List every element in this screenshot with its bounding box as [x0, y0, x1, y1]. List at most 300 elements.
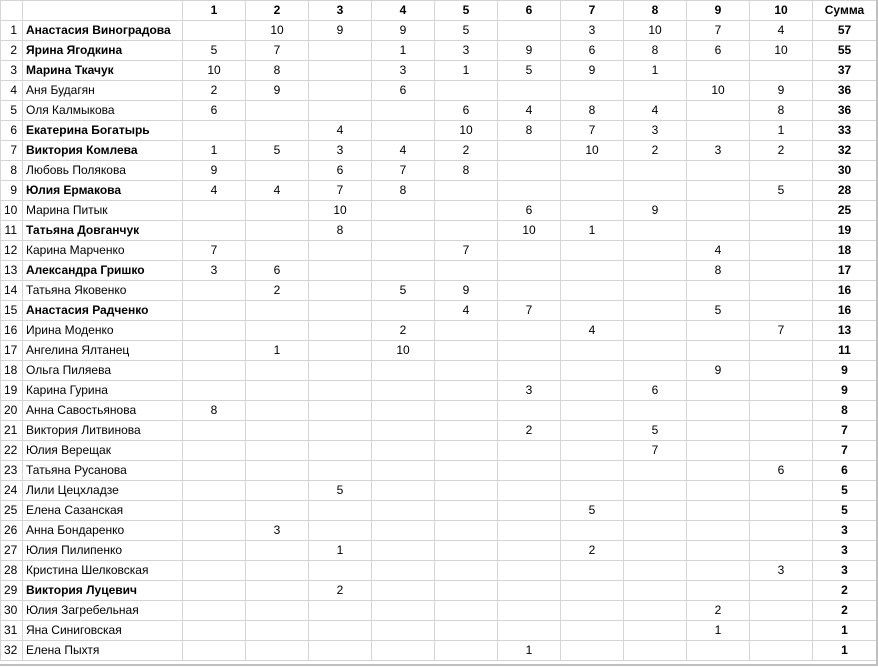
score-cell-round-10[interactable]: [750, 621, 813, 641]
row-number-cell[interactable]: 17: [1, 341, 23, 361]
score-cell-round-10[interactable]: 8: [750, 101, 813, 121]
score-cell-round-1[interactable]: [183, 201, 246, 221]
score-cell-round-5[interactable]: [435, 181, 498, 201]
total-score-cell[interactable]: 32: [813, 141, 877, 161]
total-score-cell[interactable]: 3: [813, 561, 877, 581]
score-cell-round-7[interactable]: 7: [561, 121, 624, 141]
score-cell-round-5[interactable]: 6: [435, 101, 498, 121]
score-cell-round-7[interactable]: 6: [561, 41, 624, 61]
score-cell-round-3[interactable]: [309, 341, 372, 361]
score-cell-round-8[interactable]: [624, 641, 687, 661]
header-round-8[interactable]: 8: [624, 1, 687, 21]
total-score-cell[interactable]: 3: [813, 541, 877, 561]
total-score-cell[interactable]: 25: [813, 201, 877, 221]
score-cell-round-8[interactable]: [624, 561, 687, 581]
score-cell-round-3[interactable]: 8: [309, 221, 372, 241]
score-cell-round-8[interactable]: 7: [624, 441, 687, 461]
score-cell-round-10[interactable]: [750, 641, 813, 661]
header-round-7[interactable]: 7: [561, 1, 624, 21]
score-cell-round-6[interactable]: [498, 141, 561, 161]
score-cell-round-2[interactable]: [246, 361, 309, 381]
score-cell-round-2[interactable]: 3: [246, 521, 309, 541]
score-cell-round-8[interactable]: [624, 81, 687, 101]
score-cell-round-3[interactable]: [309, 41, 372, 61]
score-cell-round-2[interactable]: [246, 481, 309, 501]
score-cell-round-5[interactable]: [435, 561, 498, 581]
participant-name-cell[interactable]: Марина Питык: [23, 201, 183, 221]
score-cell-round-5[interactable]: 5: [435, 21, 498, 41]
score-cell-round-1[interactable]: 1: [183, 141, 246, 161]
score-cell-round-4[interactable]: 3: [372, 61, 435, 81]
score-cell-round-1[interactable]: [183, 561, 246, 581]
score-cell-round-10[interactable]: 10: [750, 41, 813, 61]
score-cell-round-9[interactable]: [687, 441, 750, 461]
score-cell-round-9[interactable]: [687, 101, 750, 121]
header-round-3[interactable]: 3: [309, 1, 372, 21]
participant-name-cell[interactable]: Татьяна Яковенко: [23, 281, 183, 301]
participant-name-cell[interactable]: Ирина Моденко: [23, 321, 183, 341]
score-cell-round-9[interactable]: 10: [687, 81, 750, 101]
total-score-cell[interactable]: 7: [813, 421, 877, 441]
score-cell-round-3[interactable]: 4: [309, 121, 372, 141]
score-cell-round-7[interactable]: [561, 561, 624, 581]
score-cell-round-2[interactable]: 10: [246, 21, 309, 41]
participant-name-cell[interactable]: Александра Гришко: [23, 261, 183, 281]
total-score-cell[interactable]: 6: [813, 461, 877, 481]
total-score-cell[interactable]: 17: [813, 261, 877, 281]
total-score-cell[interactable]: 11: [813, 341, 877, 361]
score-cell-round-8[interactable]: [624, 541, 687, 561]
score-cell-round-3[interactable]: [309, 381, 372, 401]
total-score-cell[interactable]: 2: [813, 581, 877, 601]
score-cell-round-3[interactable]: [309, 401, 372, 421]
score-cell-round-5[interactable]: [435, 441, 498, 461]
score-cell-round-10[interactable]: [750, 421, 813, 441]
score-cell-round-8[interactable]: [624, 341, 687, 361]
row-number-cell[interactable]: 28: [1, 561, 23, 581]
score-cell-round-7[interactable]: 4: [561, 321, 624, 341]
score-cell-round-9[interactable]: [687, 121, 750, 141]
participant-name-cell[interactable]: Лили Цецхладзе: [23, 481, 183, 501]
row-number-cell[interactable]: 23: [1, 461, 23, 481]
score-cell-round-2[interactable]: [246, 581, 309, 601]
row-number-cell[interactable]: 22: [1, 441, 23, 461]
score-cell-round-6[interactable]: 5: [498, 61, 561, 81]
score-cell-round-3[interactable]: [309, 501, 372, 521]
score-cell-round-2[interactable]: [246, 601, 309, 621]
score-cell-round-7[interactable]: [561, 181, 624, 201]
row-number-cell[interactable]: 15: [1, 301, 23, 321]
row-number-cell[interactable]: 4: [1, 81, 23, 101]
score-cell-round-8[interactable]: [624, 261, 687, 281]
participant-name-cell[interactable]: Анна Бондаренко: [23, 521, 183, 541]
score-cell-round-1[interactable]: 10: [183, 61, 246, 81]
score-cell-round-4[interactable]: [372, 461, 435, 481]
score-cell-round-8[interactable]: 5: [624, 421, 687, 441]
score-cell-round-4[interactable]: [372, 481, 435, 501]
total-score-cell[interactable]: 18: [813, 241, 877, 261]
score-cell-round-4[interactable]: [372, 561, 435, 581]
score-cell-round-3[interactable]: 5: [309, 481, 372, 501]
score-cell-round-10[interactable]: [750, 441, 813, 461]
total-score-cell[interactable]: 7: [813, 441, 877, 461]
score-cell-round-7[interactable]: 1: [561, 221, 624, 241]
score-cell-round-10[interactable]: [750, 221, 813, 241]
participant-name-cell[interactable]: Юлия Верещак: [23, 441, 183, 461]
score-cell-round-1[interactable]: [183, 641, 246, 661]
row-number-cell[interactable]: 6: [1, 121, 23, 141]
score-cell-round-9[interactable]: 5: [687, 301, 750, 321]
score-cell-round-9[interactable]: [687, 461, 750, 481]
score-cell-round-3[interactable]: [309, 81, 372, 101]
score-cell-round-4[interactable]: [372, 221, 435, 241]
score-cell-round-4[interactable]: 2: [372, 321, 435, 341]
row-number-cell[interactable]: 13: [1, 261, 23, 281]
score-cell-round-2[interactable]: [246, 201, 309, 221]
score-cell-round-6[interactable]: 6: [498, 201, 561, 221]
score-cell-round-10[interactable]: 1: [750, 121, 813, 141]
header-round-9[interactable]: 9: [687, 1, 750, 21]
score-cell-round-6[interactable]: [498, 481, 561, 501]
score-cell-round-3[interactable]: [309, 441, 372, 461]
score-cell-round-5[interactable]: [435, 421, 498, 441]
score-cell-round-7[interactable]: 10: [561, 141, 624, 161]
score-cell-round-6[interactable]: [498, 21, 561, 41]
score-cell-round-8[interactable]: 6: [624, 381, 687, 401]
score-cell-round-7[interactable]: [561, 581, 624, 601]
row-number-cell[interactable]: 26: [1, 521, 23, 541]
score-cell-round-5[interactable]: 1: [435, 61, 498, 81]
score-cell-round-1[interactable]: [183, 461, 246, 481]
score-cell-round-2[interactable]: [246, 501, 309, 521]
header-name-cell[interactable]: [23, 1, 183, 21]
header-round-1[interactable]: 1: [183, 1, 246, 21]
score-cell-round-10[interactable]: 7: [750, 321, 813, 341]
score-cell-round-10[interactable]: 2: [750, 141, 813, 161]
score-cell-round-9[interactable]: [687, 541, 750, 561]
row-number-cell[interactable]: 11: [1, 221, 23, 241]
score-cell-round-5[interactable]: [435, 381, 498, 401]
score-cell-round-3[interactable]: 6: [309, 161, 372, 181]
score-cell-round-4[interactable]: [372, 421, 435, 441]
score-cell-round-5[interactable]: 4: [435, 301, 498, 321]
total-score-cell[interactable]: 9: [813, 381, 877, 401]
score-cell-round-1[interactable]: [183, 501, 246, 521]
total-score-cell[interactable]: 19: [813, 221, 877, 241]
total-score-cell[interactable]: 16: [813, 281, 877, 301]
score-cell-round-9[interactable]: [687, 521, 750, 541]
total-score-cell[interactable]: 36: [813, 101, 877, 121]
row-number-cell[interactable]: 12: [1, 241, 23, 261]
score-cell-round-4[interactable]: 10: [372, 341, 435, 361]
score-cell-round-6[interactable]: [498, 341, 561, 361]
score-cell-round-3[interactable]: [309, 301, 372, 321]
score-cell-round-8[interactable]: [624, 241, 687, 261]
score-cell-round-1[interactable]: [183, 601, 246, 621]
row-number-cell[interactable]: 2: [1, 41, 23, 61]
row-number-cell[interactable]: 21: [1, 421, 23, 441]
score-cell-round-3[interactable]: 10: [309, 201, 372, 221]
score-cell-round-3[interactable]: [309, 101, 372, 121]
score-cell-round-2[interactable]: 7: [246, 41, 309, 61]
score-cell-round-3[interactable]: [309, 421, 372, 441]
score-cell-round-6[interactable]: [498, 81, 561, 101]
score-cell-round-5[interactable]: 9: [435, 281, 498, 301]
score-cell-round-9[interactable]: [687, 501, 750, 521]
score-cell-round-8[interactable]: [624, 401, 687, 421]
score-cell-round-8[interactable]: [624, 361, 687, 381]
score-cell-round-2[interactable]: [246, 101, 309, 121]
score-cell-round-6[interactable]: [498, 361, 561, 381]
total-score-cell[interactable]: 33: [813, 121, 877, 141]
total-score-cell[interactable]: 3: [813, 521, 877, 541]
row-number-cell[interactable]: 3: [1, 61, 23, 81]
score-cell-round-9[interactable]: [687, 481, 750, 501]
score-cell-round-10[interactable]: [750, 301, 813, 321]
score-cell-round-3[interactable]: [309, 361, 372, 381]
score-cell-round-7[interactable]: [561, 401, 624, 421]
score-cell-round-8[interactable]: [624, 301, 687, 321]
score-cell-round-4[interactable]: [372, 301, 435, 321]
score-cell-round-10[interactable]: [750, 521, 813, 541]
row-number-cell[interactable]: 19: [1, 381, 23, 401]
score-cell-round-4[interactable]: 1: [372, 41, 435, 61]
row-number-cell[interactable]: 29: [1, 581, 23, 601]
total-score-cell[interactable]: 30: [813, 161, 877, 181]
score-cell-round-10[interactable]: 3: [750, 561, 813, 581]
total-score-cell[interactable]: 57: [813, 21, 877, 41]
score-cell-round-2[interactable]: [246, 461, 309, 481]
score-cell-round-9[interactable]: [687, 561, 750, 581]
score-cell-round-4[interactable]: 6: [372, 81, 435, 101]
score-cell-round-8[interactable]: [624, 621, 687, 641]
score-cell-round-4[interactable]: 4: [372, 141, 435, 161]
score-cell-round-4[interactable]: [372, 121, 435, 141]
score-cell-round-10[interactable]: [750, 341, 813, 361]
score-cell-round-10[interactable]: [750, 361, 813, 381]
score-cell-round-10[interactable]: [750, 161, 813, 181]
total-score-cell[interactable]: 5: [813, 481, 877, 501]
score-cell-round-10[interactable]: [750, 601, 813, 621]
participant-name-cell[interactable]: Екатерина Богатырь: [23, 121, 183, 141]
score-cell-round-2[interactable]: [246, 541, 309, 561]
score-cell-round-2[interactable]: 1: [246, 341, 309, 361]
score-cell-round-6[interactable]: [498, 521, 561, 541]
score-cell-round-2[interactable]: 9: [246, 81, 309, 101]
score-cell-round-1[interactable]: 7: [183, 241, 246, 261]
score-cell-round-1[interactable]: [183, 581, 246, 601]
header-round-2[interactable]: 2: [246, 1, 309, 21]
score-cell-round-7[interactable]: [561, 261, 624, 281]
score-cell-round-9[interactable]: 3: [687, 141, 750, 161]
score-cell-round-4[interactable]: [372, 621, 435, 641]
total-score-cell[interactable]: 1: [813, 641, 877, 661]
score-cell-round-3[interactable]: 1: [309, 541, 372, 561]
score-cell-round-8[interactable]: [624, 281, 687, 301]
score-cell-round-5[interactable]: [435, 341, 498, 361]
score-cell-round-2[interactable]: [246, 121, 309, 141]
score-cell-round-2[interactable]: [246, 421, 309, 441]
score-cell-round-7[interactable]: 2: [561, 541, 624, 561]
score-cell-round-6[interactable]: [498, 181, 561, 201]
score-cell-round-7[interactable]: 8: [561, 101, 624, 121]
score-cell-round-6[interactable]: [498, 241, 561, 261]
participant-name-cell[interactable]: Ярина Ягодкина: [23, 41, 183, 61]
row-number-cell[interactable]: 18: [1, 361, 23, 381]
participant-name-cell[interactable]: Татьяна Русанова: [23, 461, 183, 481]
score-cell-round-1[interactable]: 4: [183, 181, 246, 201]
participant-name-cell[interactable]: Юлия Ермакова: [23, 181, 183, 201]
score-cell-round-8[interactable]: [624, 321, 687, 341]
score-cell-round-9[interactable]: [687, 581, 750, 601]
score-cell-round-5[interactable]: [435, 521, 498, 541]
score-cell-round-5[interactable]: 3: [435, 41, 498, 61]
score-cell-round-1[interactable]: [183, 541, 246, 561]
score-cell-round-6[interactable]: 1: [498, 641, 561, 661]
score-cell-round-4[interactable]: [372, 501, 435, 521]
row-number-cell[interactable]: 16: [1, 321, 23, 341]
score-cell-round-5[interactable]: [435, 581, 498, 601]
score-cell-round-9[interactable]: 6: [687, 41, 750, 61]
score-cell-round-5[interactable]: [435, 501, 498, 521]
participant-name-cell[interactable]: Яна Синиговская: [23, 621, 183, 641]
score-cell-round-8[interactable]: 3: [624, 121, 687, 141]
score-cell-round-10[interactable]: [750, 261, 813, 281]
score-cell-round-2[interactable]: [246, 401, 309, 421]
score-cell-round-4[interactable]: [372, 261, 435, 281]
score-cell-round-8[interactable]: [624, 581, 687, 601]
score-cell-round-5[interactable]: [435, 81, 498, 101]
score-cell-round-3[interactable]: 3: [309, 141, 372, 161]
score-cell-round-6[interactable]: 8: [498, 121, 561, 141]
score-cell-round-7[interactable]: [561, 461, 624, 481]
participant-name-cell[interactable]: Юлия Пилипенко: [23, 541, 183, 561]
score-cell-round-1[interactable]: 8: [183, 401, 246, 421]
header-corner-cell[interactable]: [1, 1, 23, 21]
score-cell-round-8[interactable]: [624, 481, 687, 501]
score-cell-round-6[interactable]: [498, 501, 561, 521]
participant-name-cell[interactable]: Карина Гурина: [23, 381, 183, 401]
score-cell-round-10[interactable]: 4: [750, 21, 813, 41]
score-cell-round-10[interactable]: [750, 281, 813, 301]
score-cell-round-7[interactable]: [561, 481, 624, 501]
score-cell-round-7[interactable]: [561, 301, 624, 321]
score-cell-round-7[interactable]: 3: [561, 21, 624, 41]
score-cell-round-7[interactable]: 9: [561, 61, 624, 81]
score-cell-round-3[interactable]: 7: [309, 181, 372, 201]
participant-name-cell[interactable]: Кристина Шелковская: [23, 561, 183, 581]
total-score-cell[interactable]: 8: [813, 401, 877, 421]
score-cell-round-4[interactable]: [372, 641, 435, 661]
score-cell-round-5[interactable]: [435, 641, 498, 661]
score-cell-round-10[interactable]: [750, 481, 813, 501]
score-cell-round-9[interactable]: 8: [687, 261, 750, 281]
score-cell-round-5[interactable]: 2: [435, 141, 498, 161]
score-cell-round-7[interactable]: [561, 641, 624, 661]
score-cell-round-3[interactable]: 9: [309, 21, 372, 41]
score-cell-round-6[interactable]: 10: [498, 221, 561, 241]
score-cell-round-5[interactable]: [435, 601, 498, 621]
row-number-cell[interactable]: 20: [1, 401, 23, 421]
score-cell-round-8[interactable]: [624, 501, 687, 521]
score-cell-round-4[interactable]: [372, 201, 435, 221]
participant-name-cell[interactable]: Марина Ткачук: [23, 61, 183, 81]
score-cell-round-7[interactable]: [561, 281, 624, 301]
score-cell-round-10[interactable]: [750, 541, 813, 561]
row-number-cell[interactable]: 8: [1, 161, 23, 181]
score-cell-round-4[interactable]: [372, 541, 435, 561]
score-cell-round-5[interactable]: [435, 481, 498, 501]
score-cell-round-6[interactable]: [498, 561, 561, 581]
score-cell-round-3[interactable]: [309, 321, 372, 341]
score-cell-round-2[interactable]: 5: [246, 141, 309, 161]
score-cell-round-9[interactable]: [687, 221, 750, 241]
score-cell-round-1[interactable]: [183, 481, 246, 501]
score-cell-round-10[interactable]: [750, 61, 813, 81]
score-cell-round-8[interactable]: [624, 161, 687, 181]
score-cell-round-5[interactable]: 10: [435, 121, 498, 141]
score-cell-round-5[interactable]: [435, 401, 498, 421]
participant-name-cell[interactable]: Виктория Луцевич: [23, 581, 183, 601]
score-cell-round-10[interactable]: 5: [750, 181, 813, 201]
score-cell-round-5[interactable]: [435, 201, 498, 221]
score-cell-round-2[interactable]: [246, 221, 309, 241]
score-cell-round-1[interactable]: [183, 281, 246, 301]
score-cell-round-3[interactable]: [309, 281, 372, 301]
header-total[interactable]: Сумма: [813, 1, 877, 21]
score-cell-round-5[interactable]: [435, 541, 498, 561]
score-cell-round-1[interactable]: [183, 621, 246, 641]
score-cell-round-9[interactable]: 1: [687, 621, 750, 641]
score-cell-round-5[interactable]: [435, 361, 498, 381]
score-cell-round-5[interactable]: [435, 221, 498, 241]
score-cell-round-7[interactable]: [561, 381, 624, 401]
row-number-cell[interactable]: 1: [1, 21, 23, 41]
row-number-cell[interactable]: 31: [1, 621, 23, 641]
row-number-cell[interactable]: 10: [1, 201, 23, 221]
score-cell-round-1[interactable]: 5: [183, 41, 246, 61]
score-cell-round-4[interactable]: [372, 381, 435, 401]
participant-name-cell[interactable]: Оля Калмыкова: [23, 101, 183, 121]
score-cell-round-7[interactable]: [561, 201, 624, 221]
row-number-cell[interactable]: 7: [1, 141, 23, 161]
score-cell-round-10[interactable]: [750, 381, 813, 401]
score-cell-round-3[interactable]: 2: [309, 581, 372, 601]
participant-name-cell[interactable]: Елена Сазанская: [23, 501, 183, 521]
score-cell-round-2[interactable]: [246, 241, 309, 261]
score-cell-round-7[interactable]: [561, 361, 624, 381]
row-number-cell[interactable]: 32: [1, 641, 23, 661]
score-cell-round-6[interactable]: [498, 541, 561, 561]
score-cell-round-8[interactable]: [624, 461, 687, 481]
score-cell-round-1[interactable]: [183, 301, 246, 321]
score-cell-round-10[interactable]: 6: [750, 461, 813, 481]
total-score-cell[interactable]: 37: [813, 61, 877, 81]
score-cell-round-8[interactable]: [624, 181, 687, 201]
header-round-6[interactable]: 6: [498, 1, 561, 21]
score-cell-round-9[interactable]: 4: [687, 241, 750, 261]
score-cell-round-4[interactable]: [372, 601, 435, 621]
participant-name-cell[interactable]: Анастасия Виноградова: [23, 21, 183, 41]
score-cell-round-2[interactable]: 2: [246, 281, 309, 301]
score-cell-round-9[interactable]: [687, 641, 750, 661]
participant-name-cell[interactable]: Татьяна Довганчук: [23, 221, 183, 241]
score-cell-round-1[interactable]: [183, 321, 246, 341]
score-cell-round-8[interactable]: [624, 601, 687, 621]
score-cell-round-3[interactable]: [309, 641, 372, 661]
score-cell-round-8[interactable]: 1: [624, 61, 687, 81]
score-cell-round-1[interactable]: [183, 341, 246, 361]
